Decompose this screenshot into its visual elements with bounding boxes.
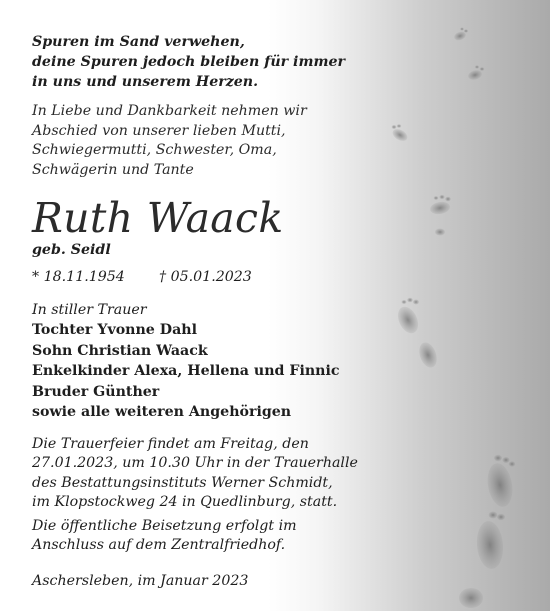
verse-line: deine Spuren jedoch bleiben für immer <box>32 54 345 70</box>
birth-name: geb. Seidl <box>32 242 111 258</box>
mourner-entry: Tochter Yvonne Dahl <box>32 322 197 338</box>
mourner-entry: sowie alle weiteren Angehörigen <box>32 404 292 420</box>
life-dates <box>32 268 372 287</box>
mourner-entry: Bruder Günther <box>32 383 160 400</box>
service-line: 27.01.2023, um 10.30 Uhr in der Trauerhalle <box>32 455 358 471</box>
burial-line: Die öffentliche Beisetzung erfolgt im <box>32 517 297 534</box>
intro-line: Schwägerin und Tante <box>32 161 194 178</box>
mourner-entry: Sohn Christian Waack <box>32 342 208 359</box>
farewell-intro <box>32 102 372 180</box>
mourner-entry: Enkelkinder Alexa, Hellena und Finnic <box>32 363 340 379</box>
place-and-date: Aschersleben, im Januar 2023 <box>32 572 249 589</box>
mourners-list <box>32 320 372 423</box>
intro-line: Schwiegermutti, Schwester, Oma, <box>32 142 277 158</box>
intro-line: Abschied von unserer lieben Mutti, <box>32 122 286 139</box>
verse-line: in uns und unserem Herzen. <box>32 74 259 90</box>
memorial-verse <box>32 32 372 92</box>
service-line: Die Trauerfeier findet am Freitag, den <box>32 435 309 452</box>
service-line: im Klopstockweg 24 in Quedlinburg, statt. <box>32 494 338 510</box>
verse-line: Spuren im Sand verwehen, <box>32 34 245 50</box>
intro-line: In Liebe und Dankbarkeit nehmen wir <box>32 103 307 119</box>
burial-info <box>32 517 372 556</box>
service-line: des Bestattungsinstituts Werner Schmidt, <box>32 474 333 491</box>
birth-date: * 18.11.1954 <box>32 269 125 285</box>
notice-text <box>32 32 372 591</box>
mourning-lead: In stiller Trauer <box>32 302 147 318</box>
funeral-service-info <box>32 435 372 513</box>
death-date: † 05.01.2023 <box>159 269 252 285</box>
burial-line: Anschluss auf dem Zentralfriedhof. <box>32 537 286 553</box>
deceased-name: Ruth Waack <box>32 194 284 242</box>
